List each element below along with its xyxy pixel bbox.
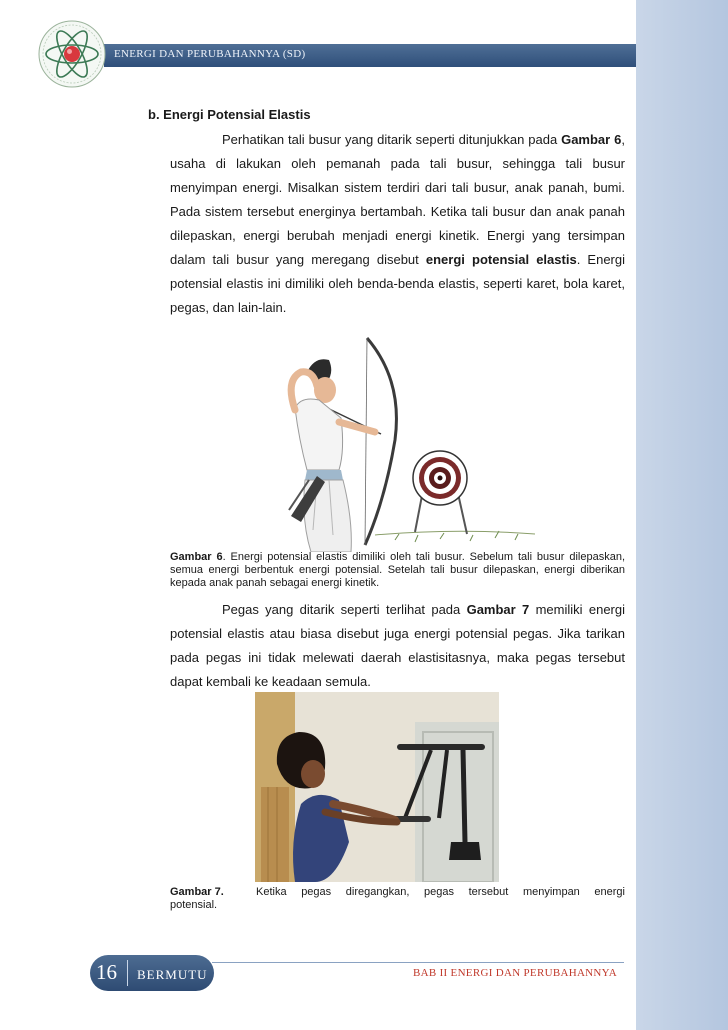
book-series-label: BERMUTU [137, 967, 208, 982]
footer-rule [212, 962, 624, 963]
figure-label: Gambar 6 [170, 551, 223, 563]
footer-chapter-title: BAB II ENERGI DAN PERUBAHANNYA [413, 967, 617, 979]
key-term: energi potensial elastis [425, 252, 577, 267]
running-header: ENERGI DAN PERUBAHANNYA (SD) [114, 48, 306, 60]
figure-ref: Gambar 7 [466, 602, 530, 617]
figure-7-caption [170, 886, 625, 912]
badge-divider [127, 960, 128, 986]
figure-label: Gambar 7. [170, 886, 224, 898]
atom-logo-icon [36, 18, 108, 90]
section-title: b. Energi Potensial Elastis [148, 107, 311, 122]
page-number: 16 [96, 960, 117, 984]
caption-text: Ketika pegas diregangkan, pegas tersebut menyimpan energi [256, 886, 625, 898]
figure-spring-exercise-image [255, 692, 499, 882]
caption-text-continued: potensial. [170, 899, 218, 911]
figure-ref: Gambar 6 [561, 132, 622, 147]
side-decor-strip [636, 0, 728, 1030]
figure-6-caption: Gambar 6. Energi potensial elastis dimiliki oleh tali busur. Sebelum tali busur dilepaskan, semua energi berbentuk energi potensial. Setelah tali busur dilepaskan, energi diberikan kepada anak panah sebagai energi kinetik. [170, 551, 625, 589]
paragraph-spring-energy: Pegas yang ditarik seperti terlihat pada Gambar 7 memiliki energi potensial elastis atau biasa disebut juga energi potensial pegas. Jika tarikan pada pegas ini tidak melewati daerah elastisitasnya, maka pegas tersebut dapat kembali ke keadaan semula. [170, 602, 625, 689]
figure-archer-image [255, 330, 535, 552]
paragraph-elastic-energy: Perhatikan tali busur yang ditarik seperti ditunjukkan pada Gambar 6, usaha di lakukan oleh pemanah pada tali busur, sehingga tali busur menyimpan energi. Misalkan sistem terdiri dari tali busur, anak panah, bumi. Pada sistem tersebut energinya bertambah. Ketika tali busur dan anak panah dilepaskan, energi berubah menjadi energi kinetik. Energi yang tersimpan dalam tali busur yang meregang disebut energi potensial elastis. Energi potensial elastis ini dimiliki oleh benda-benda elastis, seperti karet, bola karet, pegas, dan lain-lain. [170, 132, 625, 315]
